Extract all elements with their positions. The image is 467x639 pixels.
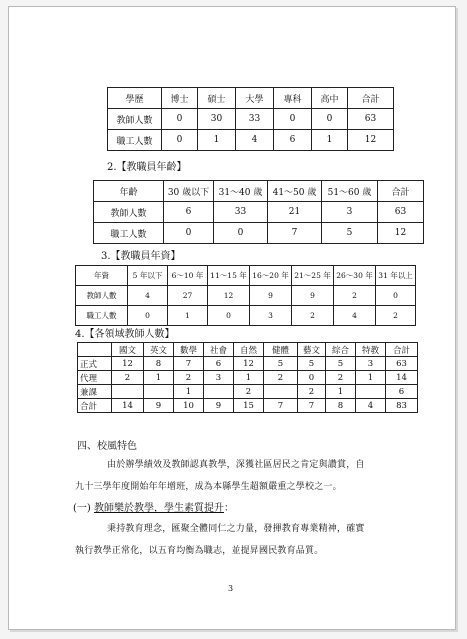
header-cell: 5 年以下 [128,266,168,286]
header-cell: 健體 [264,343,298,357]
table-cell: 2 [264,371,298,385]
table-cell: 2 [298,385,326,399]
header-cell: 博士 [162,88,198,109]
subsection-1-title: 教師樂於教學，學生素質提升 [94,503,224,514]
table-cell: 3 [250,306,292,326]
header-cell: 41～50 歲 [268,181,322,202]
table-cell: 8 [144,357,174,371]
header-cell: 51～60 歲 [322,181,378,202]
table-cell: 1 [174,385,204,399]
table-cell [356,385,386,399]
header-cell: 藝文 [298,343,326,357]
header-cell: 30 歲以下 [164,181,214,202]
table-cell: 7 [174,357,204,371]
table-cell: 63 [378,202,424,223]
table-cell: 12 [208,286,250,306]
header-cell [78,343,112,357]
table-cell: 1 [312,130,348,151]
header-cell: 31～40 歲 [214,181,268,202]
table-cell: 63 [348,109,394,130]
table-cell [144,385,174,399]
subsection-1-colon: ： [224,503,234,514]
table-row [94,202,424,223]
header-cell: 英文 [144,343,174,357]
table-cell: 9 [204,399,234,413]
table-cell: 2 [174,371,204,385]
header-cell: 高中 [312,88,348,109]
table-cell: 6 [386,385,418,399]
table-cell [112,385,144,399]
table-cell: 4 [356,399,386,413]
table-cell: 12 [234,357,264,371]
header-row [108,88,394,109]
row-label: 教師人數 [94,202,164,223]
row-label: 職工人數 [108,130,162,151]
row-label: 代理 [78,371,112,385]
header-row [94,181,424,202]
row-label: 兼課 [78,385,112,399]
table-row [108,109,394,130]
row-label: 職工人數 [76,306,128,326]
header-cell: 專科 [274,88,312,109]
paragraph-1-line-1: 由於辦學績效及教師認真教學，深獲社區居民之肯定與讚賞，自 [107,460,365,470]
table-cell: 2 [292,306,334,326]
table-cell: 0 [162,109,198,130]
table-cell: 63 [386,357,418,371]
header-cell: 21～25 年 [292,266,334,286]
table-cell: 9 [144,399,174,413]
table-cell [264,385,298,399]
table-cell: 0 [376,286,416,306]
table-row [108,130,394,151]
subsection-1-prefix: (一) [73,503,91,514]
row-label: 教師人數 [108,109,162,130]
header-cell: 大學 [236,88,274,109]
header-cell: 特教 [356,343,386,357]
table-cell: 7 [268,223,322,244]
table-cell: 0 [208,306,250,326]
table-cell: 1 [168,306,208,326]
table-cell: 15 [234,399,264,413]
header-cell: 年資 [76,266,128,286]
table-cell: 5 [322,223,378,244]
subsection-1-heading [73,499,234,514]
table-cell: 12 [348,130,394,151]
table-cell: 4 [128,286,168,306]
table-cell: 33 [236,109,274,130]
table-cell: 3 [322,202,378,223]
table-cell: 7 [264,399,298,413]
section-seniority-title: 3.【教職員年資】 [101,251,181,262]
paragraph-1-line-2: 九十三學年度開始年年增班，成為本縣學生超額嚴重之學校之一。 [75,482,342,492]
table-cell: 3 [204,371,234,385]
table-cell: 0 [214,223,268,244]
table-cell: 5 [298,357,326,371]
table-cell: 5 [264,357,298,371]
header-cell: 碩士 [198,88,236,109]
header-cell: 自然 [234,343,264,357]
header-cell: 31 年以上 [376,266,416,286]
seniority-table [75,265,416,326]
row-label: 合計 [78,399,112,413]
table-cell: 21 [268,202,322,223]
table-row [78,385,418,399]
table-cell: 0 [162,130,198,151]
table-cell [204,385,234,399]
table-cell: 2 [112,371,144,385]
header-cell: 國文 [112,343,144,357]
table-cell: 0 [298,371,326,385]
table-cell: 12 [112,357,144,371]
table-cell: 10 [174,399,204,413]
table-cell: 33 [214,202,268,223]
table-cell: 2 [326,371,356,385]
header-cell: 學歷 [108,88,162,109]
section-school-culture-title: 四、校風特色 [77,441,137,452]
table-cell: 9 [250,286,292,306]
table-cell: 1 [234,371,264,385]
table-row [78,399,418,413]
header-cell: 合計 [386,343,418,357]
table-cell: 0 [128,306,168,326]
table-cell: 6 [274,130,312,151]
table-cell: 14 [112,399,144,413]
row-label: 職工人數 [94,223,164,244]
header-cell: 社會 [204,343,234,357]
header-cell: 11～15 年 [208,266,250,286]
table-row [78,357,418,371]
table-row [78,371,418,385]
teachers-by-field-table [77,342,418,413]
header-cell: 合計 [348,88,394,109]
header-cell: 綜合 [326,343,356,357]
section-teachers-by-field-title: 4.【各領域教師人數】 [75,329,175,340]
table-cell: 6 [204,357,234,371]
table-cell: 1 [144,371,174,385]
document-page [8,6,456,630]
section-age-title: 2.【教職員年齡】 [107,162,187,173]
header-cell: 16～20 年 [250,266,292,286]
table-cell: 14 [386,371,418,385]
table-cell: 83 [386,399,418,413]
header-cell: 合計 [378,181,424,202]
age-table [93,180,424,244]
table-cell: 5 [326,357,356,371]
table-cell: 7 [298,399,326,413]
table-row [76,306,416,326]
education-table [107,87,394,151]
header-row [76,266,416,286]
table-cell: 12 [378,223,424,244]
table-cell: 30 [198,109,236,130]
paragraph-2-line-2: 執行教學正常化，以五育均衡為職志，並提昇國民教育品質。 [75,546,324,556]
table-cell: 9 [292,286,334,306]
header-cell: 年齡 [94,181,164,202]
header-row [78,343,418,357]
table-cell: 27 [168,286,208,306]
table-cell: 6 [164,202,214,223]
table-row [94,223,424,244]
row-label: 教師人數 [76,286,128,306]
table-row [76,286,416,306]
table-cell: 1 [198,130,236,151]
table-cell: 0 [164,223,214,244]
table-cell: 8 [326,399,356,413]
table-cell: 2 [334,286,376,306]
header-cell: 6～10 年 [168,266,208,286]
header-cell: 26～30 年 [334,266,376,286]
table-cell: 0 [274,109,312,130]
table-cell: 0 [312,109,348,130]
table-cell: 2 [234,385,264,399]
table-cell: 4 [334,306,376,326]
table-cell: 1 [356,371,386,385]
table-cell: 2 [376,306,416,326]
header-cell: 數學 [174,343,204,357]
paragraph-2-line-1: 秉持教育理念，匯聚全體同仁之力量，發揮教育專業精神，確實 [107,524,365,534]
table-cell: 1 [326,385,356,399]
table-cell: 3 [356,357,386,371]
row-label: 正式 [78,357,112,371]
table-cell: 4 [236,130,274,151]
page-number: 3 [228,584,234,593]
